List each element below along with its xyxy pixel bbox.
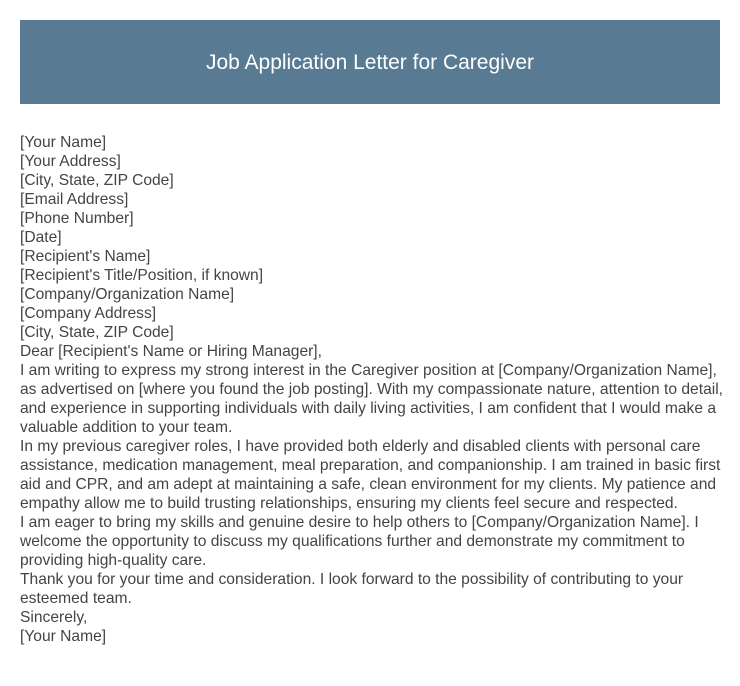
letter-date: [Date]: [20, 229, 62, 246]
sender-email: [Email Address]: [20, 191, 129, 208]
recipient-address: [Company Address]: [20, 305, 157, 322]
paragraph-experience: In my previous caregiver roles, I have provided both elderly and disabled clients with personal care assistance, medication management, meal preparation, and companionship. I am trained in basic first aid and CPR, and am adept at maintaining a safe, clean environment for my clients. My patience and empathy allow me to build trusting relationships, ensuring my clients feel secure and respected.: [20, 438, 721, 512]
signature: [Your Name]: [20, 628, 107, 645]
page-title: Job Application Letter for Caregiver: [205, 51, 534, 74]
recipient-block: [20, 247, 724, 342]
paragraph-thanks: Thank you for your time and consideration. I look forward to the possibility of contributing to your esteemed team.: [20, 571, 684, 607]
sender-city-state-zip: [City, State, ZIP Code]: [20, 172, 174, 189]
closing: Sincerely,: [20, 609, 88, 626]
sender-block: [20, 133, 724, 228]
recipient-title: [Recipient's Title/Position, if known]: [20, 267, 264, 284]
paragraph-intro: I am writing to express my strong interest in the Caregiver position at [Company/Organization Name], as advertised on [where you found the job posting]. With my compassionate nature, attention to detail, and experience in supporting individuals with daily living activities, I am confident that I would make a valuable addition to your team.: [20, 362, 723, 436]
page-header: [20, 20, 720, 104]
paragraph-eagerness: I am eager to bring my skills and genuine desire to help others to [Company/Organization Name]. I welcome the opportunity to discuss my qualifications further and demonstrate my commitment to providing high-quality care.: [20, 514, 699, 569]
sender-phone: [Phone Number]: [20, 210, 134, 227]
recipient-city-state-zip: [City, State, ZIP Code]: [20, 324, 174, 341]
salutation: Dear [Recipient's Name or Hiring Manager],: [20, 343, 322, 360]
recipient-name: [Recipient's Name]: [20, 248, 151, 265]
sender-name: [Your Name]: [20, 134, 107, 151]
recipient-company: [Company/Organization Name]: [20, 286, 235, 303]
sender-address: [Your Address]: [20, 153, 121, 170]
letter-body: [20, 133, 724, 646]
